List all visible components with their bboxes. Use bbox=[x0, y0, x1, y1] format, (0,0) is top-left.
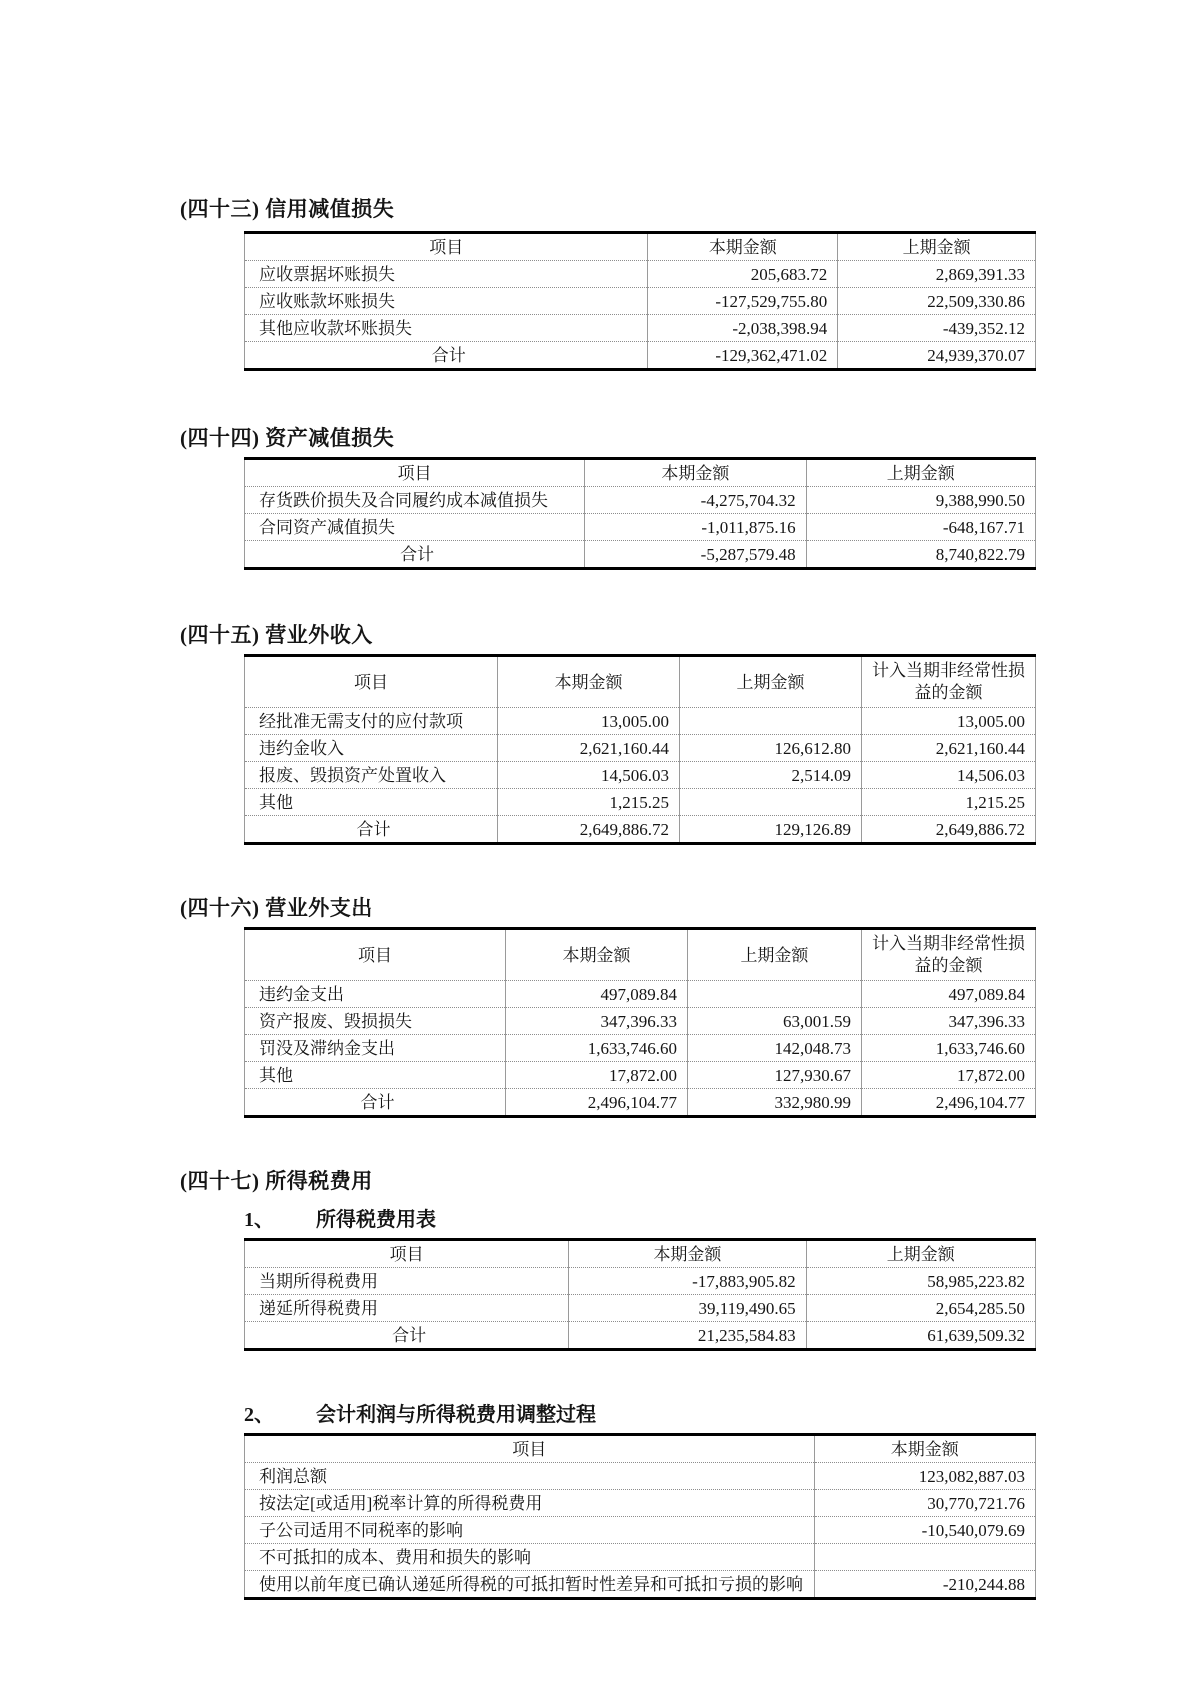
table-row bbox=[245, 487, 1036, 514]
row-value: 347,396.33 bbox=[861, 1008, 1035, 1035]
total-value: -129,362,471.02 bbox=[648, 342, 838, 370]
row-value: 13,005.00 bbox=[861, 708, 1035, 735]
column-header-prior-period: 上期金额 bbox=[838, 233, 1036, 261]
row-value: 2,654,285.50 bbox=[806, 1295, 1035, 1322]
credit-impairment-loss-table bbox=[244, 231, 1036, 371]
table-row bbox=[245, 514, 1036, 541]
column-header-prior-period: 上期金额 bbox=[806, 459, 1035, 487]
column-header-current-period: 本期金额 bbox=[506, 929, 688, 981]
total-value: 2,649,886.72 bbox=[498, 816, 680, 844]
total-label: 合计 bbox=[245, 816, 498, 844]
column-header-non-recurring: 计入当期非经常性损益的金额 bbox=[861, 656, 1035, 708]
column-header-item: 项目 bbox=[245, 1240, 569, 1268]
total-value: 24,939,370.07 bbox=[838, 342, 1036, 370]
total-value: 332,980.99 bbox=[687, 1089, 861, 1117]
table-row bbox=[245, 1517, 1036, 1544]
row-value: 2,621,160.44 bbox=[498, 735, 680, 762]
total-label: 合计 bbox=[245, 342, 648, 370]
row-label: 合同资产减值损失 bbox=[245, 514, 585, 541]
row-value: 17,872.00 bbox=[506, 1062, 688, 1089]
row-value: -439,352.12 bbox=[838, 315, 1036, 342]
table-total-row bbox=[245, 342, 1036, 370]
column-header-current-period: 本期金额 bbox=[585, 459, 806, 487]
row-label: 当期所得税费用 bbox=[245, 1268, 569, 1295]
row-label: 不可抵扣的成本、费用和损失的影响 bbox=[245, 1544, 815, 1571]
section-heading-46: (四十六) 营业外支出 bbox=[180, 896, 373, 920]
column-header-current-period: 本期金额 bbox=[498, 656, 680, 708]
row-label: 其他 bbox=[245, 789, 498, 816]
column-header-prior-period: 上期金额 bbox=[680, 656, 862, 708]
row-value: 17,872.00 bbox=[861, 1062, 1035, 1089]
row-value: 497,089.84 bbox=[861, 981, 1035, 1008]
row-value: 142,048.73 bbox=[687, 1035, 861, 1062]
row-label: 其他 bbox=[245, 1062, 506, 1089]
row-value: 22,509,330.86 bbox=[838, 288, 1036, 315]
row-value: 1,215.25 bbox=[498, 789, 680, 816]
tax-reconciliation-table bbox=[244, 1433, 1036, 1600]
row-label: 罚没及滞纳金支出 bbox=[245, 1035, 506, 1062]
table-header-row bbox=[245, 656, 1036, 708]
row-value bbox=[687, 981, 861, 1008]
row-value: -127,529,755.80 bbox=[648, 288, 838, 315]
table-total-row bbox=[245, 1322, 1036, 1350]
row-label: 报废、毁损资产处置收入 bbox=[245, 762, 498, 789]
table-row bbox=[245, 762, 1036, 789]
total-value: 2,496,104.77 bbox=[861, 1089, 1035, 1117]
section-heading-44: (四十四) 资产减值损失 bbox=[180, 426, 395, 450]
row-label: 违约金支出 bbox=[245, 981, 506, 1008]
total-label: 合计 bbox=[245, 541, 585, 569]
total-value: 2,649,886.72 bbox=[861, 816, 1035, 844]
total-value: 2,496,104.77 bbox=[506, 1089, 688, 1117]
row-label: 违约金收入 bbox=[245, 735, 498, 762]
total-value: 8,740,822.79 bbox=[806, 541, 1035, 569]
row-value: 2,621,160.44 bbox=[861, 735, 1035, 762]
non-operating-expense-table bbox=[244, 927, 1036, 1118]
row-value: 1,633,746.60 bbox=[506, 1035, 688, 1062]
table-row bbox=[245, 1062, 1036, 1089]
table-row bbox=[245, 261, 1036, 288]
total-label: 合计 bbox=[245, 1089, 506, 1117]
row-value bbox=[814, 1544, 1035, 1571]
row-value: -210,244.88 bbox=[814, 1571, 1035, 1599]
row-value: 347,396.33 bbox=[506, 1008, 688, 1035]
table-total-row bbox=[245, 541, 1036, 569]
table-row bbox=[245, 1463, 1036, 1490]
row-label: 存货跌价损失及合同履约成本减值损失 bbox=[245, 487, 585, 514]
row-value: 58,985,223.82 bbox=[806, 1268, 1035, 1295]
row-label: 递延所得税费用 bbox=[245, 1295, 569, 1322]
row-value: 2,869,391.33 bbox=[838, 261, 1036, 288]
table-row bbox=[245, 735, 1036, 762]
row-label: 经批准无需支付的应付款项 bbox=[245, 708, 498, 735]
row-value: 126,612.80 bbox=[680, 735, 862, 762]
table-row bbox=[245, 1571, 1036, 1599]
column-header-item: 项目 bbox=[245, 656, 498, 708]
table-total-row bbox=[245, 1089, 1036, 1117]
table-row bbox=[245, 288, 1036, 315]
row-value: 2,514.09 bbox=[680, 762, 862, 789]
sub-heading-number: 2、 bbox=[244, 1404, 274, 1426]
table-row bbox=[245, 981, 1036, 1008]
column-header-prior-period: 上期金额 bbox=[687, 929, 861, 981]
row-label: 子公司适用不同税率的影响 bbox=[245, 1517, 815, 1544]
row-label: 使用以前年度已确认递延所得税的可抵扣暂时性差异和可抵扣亏损的影响 bbox=[245, 1571, 815, 1599]
table-total-row bbox=[245, 816, 1036, 844]
row-label: 资产报废、毁损损失 bbox=[245, 1008, 506, 1035]
table-header-row bbox=[245, 1435, 1036, 1463]
row-value: 497,089.84 bbox=[506, 981, 688, 1008]
table-row bbox=[245, 1490, 1036, 1517]
total-value: 21,235,584.83 bbox=[569, 1322, 806, 1350]
row-value: 13,005.00 bbox=[498, 708, 680, 735]
row-value: 30,770,721.76 bbox=[814, 1490, 1035, 1517]
sub-heading-title: 所得税费用表 bbox=[316, 1209, 436, 1231]
row-value: -10,540,079.69 bbox=[814, 1517, 1035, 1544]
table-row bbox=[245, 1008, 1036, 1035]
column-header-prior-period: 上期金额 bbox=[806, 1240, 1035, 1268]
row-value bbox=[680, 789, 862, 816]
non-operating-income-table bbox=[244, 654, 1036, 845]
table-row bbox=[245, 315, 1036, 342]
row-value: 1,215.25 bbox=[861, 789, 1035, 816]
asset-impairment-loss-table bbox=[244, 457, 1036, 570]
row-value: 1,633,746.60 bbox=[861, 1035, 1035, 1062]
total-value: 61,639,509.32 bbox=[806, 1322, 1035, 1350]
row-label: 应收票据坏账损失 bbox=[245, 261, 648, 288]
row-value: 205,683.72 bbox=[648, 261, 838, 288]
row-value: 127,930.67 bbox=[687, 1062, 861, 1089]
row-value: -1,011,875.16 bbox=[585, 514, 806, 541]
row-label: 应收账款坏账损失 bbox=[245, 288, 648, 315]
total-value: -5,287,579.48 bbox=[585, 541, 806, 569]
row-value: 14,506.03 bbox=[861, 762, 1035, 789]
sub-heading-number: 1、 bbox=[244, 1209, 274, 1231]
table-header-row bbox=[245, 233, 1036, 261]
row-value: 123,082,887.03 bbox=[814, 1463, 1035, 1490]
row-value: -648,167.71 bbox=[806, 514, 1035, 541]
column-header-item: 项目 bbox=[245, 1435, 815, 1463]
table-row bbox=[245, 1295, 1036, 1322]
row-label: 按法定[或适用]税率计算的所得税费用 bbox=[245, 1490, 815, 1517]
row-value: 39,119,490.65 bbox=[569, 1295, 806, 1322]
column-header-current-period: 本期金额 bbox=[569, 1240, 806, 1268]
row-label: 其他应收款坏账损失 bbox=[245, 315, 648, 342]
section-heading-43: (四十三) 信用减值损失 bbox=[180, 197, 395, 221]
row-value bbox=[680, 708, 862, 735]
row-value: 9,388,990.50 bbox=[806, 487, 1035, 514]
income-tax-expense-table bbox=[244, 1238, 1036, 1351]
row-value: -4,275,704.32 bbox=[585, 487, 806, 514]
row-value: 63,001.59 bbox=[687, 1008, 861, 1035]
sub-heading-tax-reconciliation bbox=[244, 1403, 1040, 1427]
column-header-current-period: 本期金额 bbox=[648, 233, 838, 261]
table-row bbox=[245, 1268, 1036, 1295]
row-value: -17,883,905.82 bbox=[569, 1268, 806, 1295]
column-header-item: 项目 bbox=[245, 459, 585, 487]
column-header-item: 项目 bbox=[245, 233, 648, 261]
table-row bbox=[245, 789, 1036, 816]
table-header-row bbox=[245, 1240, 1036, 1268]
sub-heading-title: 会计利润与所得税费用调整过程 bbox=[316, 1404, 596, 1426]
table-header-row bbox=[245, 459, 1036, 487]
row-label: 利润总额 bbox=[245, 1463, 815, 1490]
row-value: -2,038,398.94 bbox=[648, 315, 838, 342]
total-value: 129,126.89 bbox=[680, 816, 862, 844]
table-row bbox=[245, 1035, 1036, 1062]
section-heading-47: (四十七) 所得税费用 bbox=[180, 1169, 373, 1193]
table-header-row bbox=[245, 929, 1036, 981]
column-header-current-period: 本期金额 bbox=[814, 1435, 1035, 1463]
table-row bbox=[245, 708, 1036, 735]
column-header-item: 项目 bbox=[245, 929, 506, 981]
total-label: 合计 bbox=[245, 1322, 569, 1350]
column-header-non-recurring: 计入当期非经常性损益的金额 bbox=[861, 929, 1035, 981]
row-value: 14,506.03 bbox=[498, 762, 680, 789]
section-heading-45: (四十五) 营业外收入 bbox=[180, 623, 373, 647]
sub-heading-income-tax-table bbox=[244, 1208, 1040, 1232]
table-row bbox=[245, 1544, 1036, 1571]
